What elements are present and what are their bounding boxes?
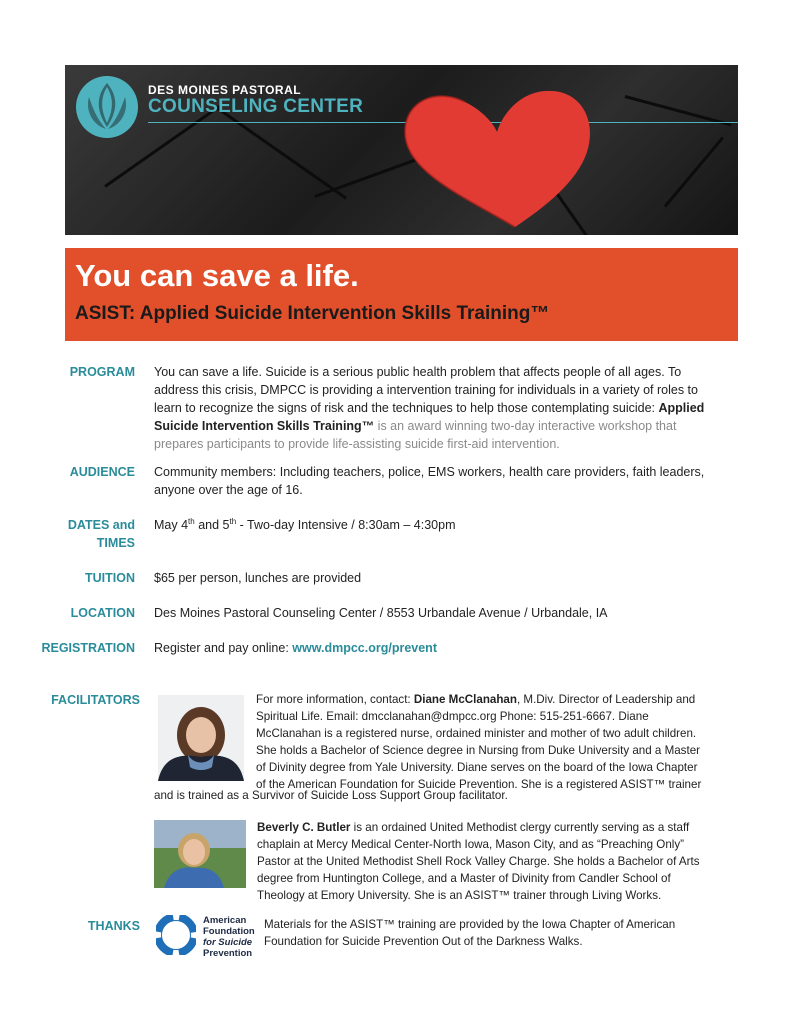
page-subtitle: ASIST: Applied Suicide Intervention Skills Training™	[75, 303, 550, 324]
location-label: LOCATION	[70, 606, 135, 620]
facilitators-label: FACILITATORS	[51, 693, 140, 707]
program-text-part1: You can save a life. Suicide is a serious public health problem that affects people of all ages. To address this crisis, DMPCC is providing a intervention training for individuals in a variety of roles to learn to recognize the signs of risk and the techniques to help those contemplating suicide:	[154, 365, 698, 415]
dates-label-line1: DATES and	[67, 518, 135, 532]
facilitator-1-name: Diane McClanahan	[413, 693, 517, 706]
audience-label: AUDIENCE	[69, 465, 135, 479]
program-text	[154, 363, 724, 453]
facilitator-1-text: For more information, contact: Diane McClanahan, M.Div. Director of Leadership and Spiritual Life. Email: dmcclanahan@dmpcc.org Phone: 515-251-6667. Diane McClanahan is a registered nurse, ordained minister and mother of two adult children. She holds a Bachelor of Science degree in Nursing from Duke University and a Master of Divinity degree from Yale University. Diane serves on the board of the Iowa Chapter of the American Foundation for Suicide Prevention. She is a registered ASIST™ trainer	[256, 693, 702, 791]
registration-label: REGISTRATION	[41, 641, 135, 655]
location-text: Des Moines Pastoral Counseling Center / 8553 Urbandale Avenue / Urbandale, IA	[154, 606, 608, 620]
facilitator-1-last-line: and is trained as a Survivor of Suicide Loss Support Group facilitator.	[154, 789, 508, 802]
org-name-line2: COUNSELING CENTER	[148, 96, 364, 117]
program-text-part2: is an award winning two-day interactive workshop that prepares participants to provide life-assisting suicide first-aid intervention.	[154, 419, 677, 451]
thanks-text: Materials for the ASIST™ training are provided by the Iowa Chapter of American Foundation for Suicide Prevention Out of the Darkness Walks.	[264, 918, 676, 948]
flame-lotus-icon	[75, 75, 140, 140]
registration-text: Register and pay online: www.dmpcc.org/prevent	[154, 641, 437, 655]
program-text-bold: Applied Suicide Intervention Skills Training™	[154, 401, 705, 433]
heart-image	[365, 77, 605, 235]
program-label: PROGRAM	[69, 365, 135, 379]
thanks-label: THANKS	[87, 919, 140, 933]
facilitator-2-name: Beverly C. Butler	[257, 821, 351, 834]
page-title: You can save a life.	[75, 258, 359, 293]
diane-mcclanahan-photo	[158, 695, 244, 781]
tuition-text: $65 per person, lunches are provided	[154, 571, 362, 585]
header-banner	[65, 65, 738, 235]
tuition-label: TUITION	[85, 571, 135, 585]
org-name-line1: DES MOINES PASTORAL	[148, 83, 302, 97]
dates-label-line2: TIMES	[96, 536, 135, 550]
audience-text: Community members: Including teachers, police, EMS workers, health care providers, faith leaders, anyone over the age of 16.	[154, 465, 705, 497]
title-band	[65, 248, 738, 341]
dates-text: May 4th and 5th - Two-day Intensive / 8:30am – 4:30pm	[154, 516, 456, 532]
dates-label	[10, 516, 135, 552]
beverly-butler-photo	[154, 820, 246, 888]
afsp-logo-text: American Foundation for Suicide Prevention	[203, 915, 255, 959]
registration-link[interactable]: www.dmpcc.org/prevent	[292, 641, 437, 655]
facilitator-2-text: Beverly C. Butler is an ordained United Methodist clergy currently serving as a staff chaplain at Mercy Medical Center-North Iowa, Mason City, and as “Preaching Only” Pastor at the United Methodist Shell Rock Valley Charge. She holds a Bachelor of Arts degree from Huntington College, and a Master of Divinity from Candler School of Theology at Emory University. She is an ASIST™ trainer through Living Works.	[257, 821, 700, 902]
lifebuoy-icon	[156, 915, 196, 955]
